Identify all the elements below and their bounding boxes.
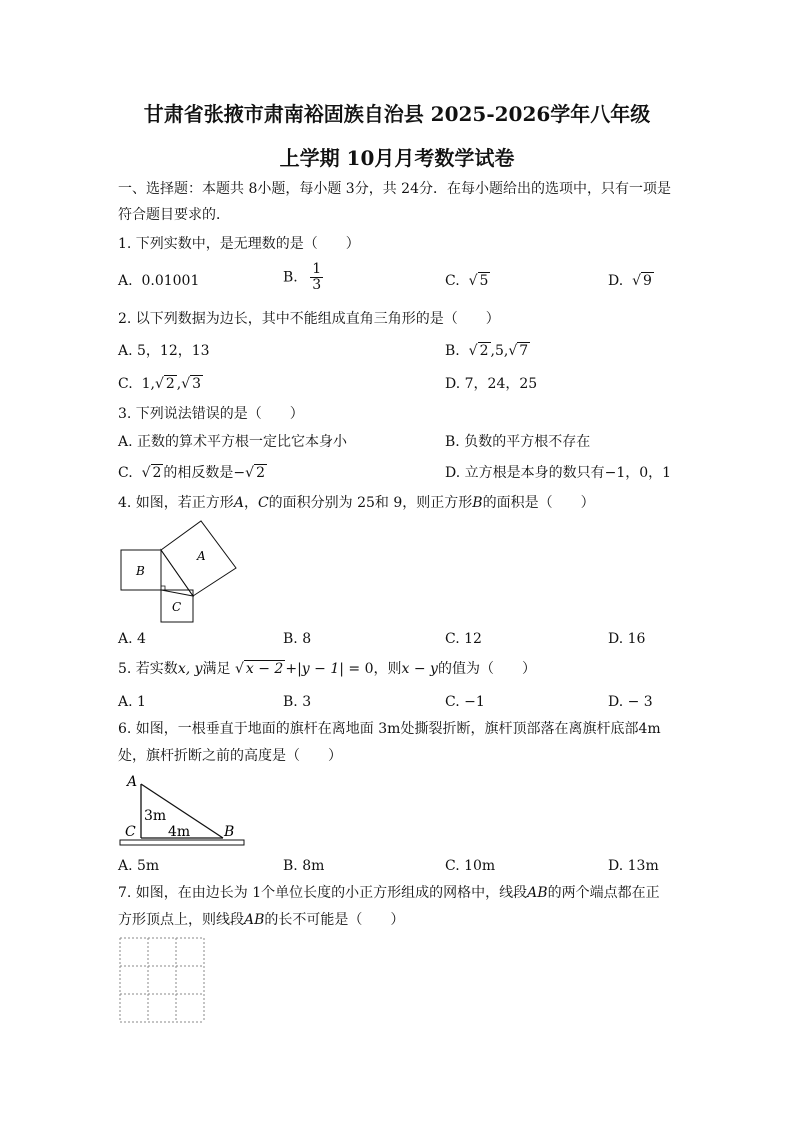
option-label: C. [118, 465, 133, 481]
q4-stem [118, 494, 595, 512]
ground-base [120, 840, 244, 845]
q6-option-a: A. 5m [118, 858, 160, 874]
q6-option-c: C. 10m [445, 858, 496, 874]
stem-text: 的面积是（ ） [482, 495, 595, 511]
q2-option-c [118, 375, 203, 393]
q7-figure-grid [118, 936, 208, 1024]
q2-option-b [445, 342, 530, 360]
radicand: 7 [519, 343, 529, 359]
separator: , [176, 376, 182, 392]
q5-option-c: C. −1 [445, 694, 485, 710]
fraction-numerator: 1 [312, 261, 322, 277]
fraction [310, 262, 323, 293]
stem-text: 满足 [202, 661, 231, 677]
q6-stem-line-2: 处，旗杆折断之前的高度是（ ） [118, 748, 342, 764]
stem-text: ，则 [373, 661, 402, 677]
radicand: 3 [192, 376, 202, 392]
q1-stem: 1. 下列实数中，是无理数的是（ ） [118, 236, 360, 252]
option-text: 的相反数是 [163, 465, 234, 481]
stem-text: 5. 若实数 [118, 661, 178, 677]
variables: x, y [177, 661, 203, 677]
radicand: 2 [479, 343, 489, 359]
number: 1, [141, 376, 155, 392]
q1-option-c [445, 272, 490, 290]
option-label: B. [445, 343, 460, 359]
q3-stem: 3. 下列说法错误的是（ ） [118, 406, 304, 422]
option-label: A. [118, 273, 133, 289]
minus-sign: − [233, 465, 246, 481]
label-c: C [172, 600, 182, 614]
sqrt: √ 7 [508, 343, 529, 359]
q1-option-b [283, 262, 323, 293]
option-label: C. [445, 273, 460, 289]
radicand: 9 [643, 273, 652, 289]
label-3m: 3m [144, 808, 167, 824]
q4-option-d: D. 16 [608, 631, 646, 647]
q4-option-c: C. 12 [445, 631, 482, 647]
segment-name: AB [527, 885, 548, 901]
radicand: 2 [165, 376, 175, 392]
q6-option-d: D. 13m [608, 858, 659, 874]
label-b: B [224, 824, 235, 840]
q5-option-b: B. 3 [283, 694, 312, 710]
option-label: B. [283, 269, 298, 286]
q5-option-d: D. − 3 [608, 694, 653, 710]
plus-sign: + [285, 661, 298, 677]
q7-stem-line-1 [118, 884, 660, 902]
title-line-2: 上学期 10月月考数学试卷 [279, 146, 515, 170]
sqrt: √ 9 [632, 273, 652, 289]
stem-text: 方形顶点上，则线段 [118, 912, 244, 928]
label-c: C [125, 824, 136, 840]
right-triangle [161, 550, 193, 596]
fraction-denominator: 3 [312, 277, 322, 293]
radicand: 5 [479, 273, 489, 289]
stem-text: 7. 如图，在由边长为 1个单位长度的小正方形组成的网格中，线段 [118, 885, 528, 901]
stem-text: 的两个端点都在正 [547, 885, 660, 901]
sqrt: √ 2 [154, 376, 175, 392]
q5-stem [118, 660, 536, 678]
stem-text: 4. 如图，若正方形 [118, 495, 234, 511]
q6-figure-flagpole [116, 772, 248, 848]
section-intro-line-2: 符合题目要求的． [118, 207, 230, 223]
option-value: 0.01001 [141, 273, 200, 289]
stem-text: 的长不可能是（ ） [264, 912, 405, 928]
q4-figure-squares [116, 518, 240, 626]
q6-option-b: B. 8m [283, 858, 325, 874]
q4-option-b: B. 8 [283, 631, 312, 647]
sqrt: √ 2 [468, 343, 489, 359]
title-line-1: 甘肃省张掖市肃南裕固族自治县 2025-2026学年八年级 [143, 102, 651, 126]
q3-option-b: B. 负数的平方根不存在 [445, 434, 591, 450]
variable: B [472, 495, 483, 511]
expression: x − y [401, 661, 438, 677]
stem-text: 的值为（ ） [437, 661, 536, 677]
q3-option-d: D. 立方根是本身的数只有−1，0，1 [445, 465, 672, 481]
option-label: C. [118, 376, 133, 392]
label-4m: 4m [168, 824, 191, 840]
q1-option-a [118, 272, 199, 290]
sqrt: √ 3 [181, 376, 202, 392]
option-label: D. [608, 273, 624, 289]
label-b: B [136, 564, 145, 578]
radicand: 2 [152, 465, 162, 481]
q7-stem-line-2 [118, 911, 404, 929]
absolute-value: |y − 1| [297, 661, 344, 677]
label-a: A [127, 774, 138, 790]
sqrt: √ 2 [141, 465, 162, 481]
sqrt: √ 5 [468, 273, 489, 289]
q3-option-c [118, 464, 267, 482]
variable: C [257, 495, 269, 511]
q4-option-a: A. 4 [118, 631, 146, 647]
variable: A [233, 495, 244, 511]
radicand: x − 2 [245, 661, 284, 677]
q2-option-d: D. 7，24，25 [445, 376, 538, 392]
stem-text: 的面积分别为 25和 9，则正方形 [268, 495, 473, 511]
q1-option-d [608, 272, 654, 290]
sqrt: √ x − 2 [234, 661, 284, 677]
section-intro-line-1: 一、选择题：本题共 8小题，每小题 3分，共 24分．在每小题给出的选项中，只有一项是 [118, 181, 671, 197]
sqrt: √ 2 [245, 465, 265, 481]
q6-stem-line-1: 6. 如图，一根垂直于地面的旗杆在离地面 3m处撕裂折断，旗杆顶部落在离旗杆底部4m [118, 721, 661, 737]
label-a: A [197, 549, 206, 563]
q3-option-a: A. 正数的算术平方根一定比它本身小 [118, 434, 348, 450]
q5-option-a: A. 1 [118, 694, 146, 710]
radicand: 2 [256, 465, 265, 481]
right-angle-mark [161, 586, 165, 590]
equation-rhs: = 0 [348, 661, 374, 677]
separator: ,5, [490, 343, 509, 359]
comma: ， [243, 495, 258, 511]
segment-name: AB [244, 912, 265, 928]
q2-stem: 2. 以下列数据为边长，其中不能组成直角三角形的是（ ） [118, 311, 500, 327]
q2-option-a: A. 5，12，13 [118, 343, 210, 359]
